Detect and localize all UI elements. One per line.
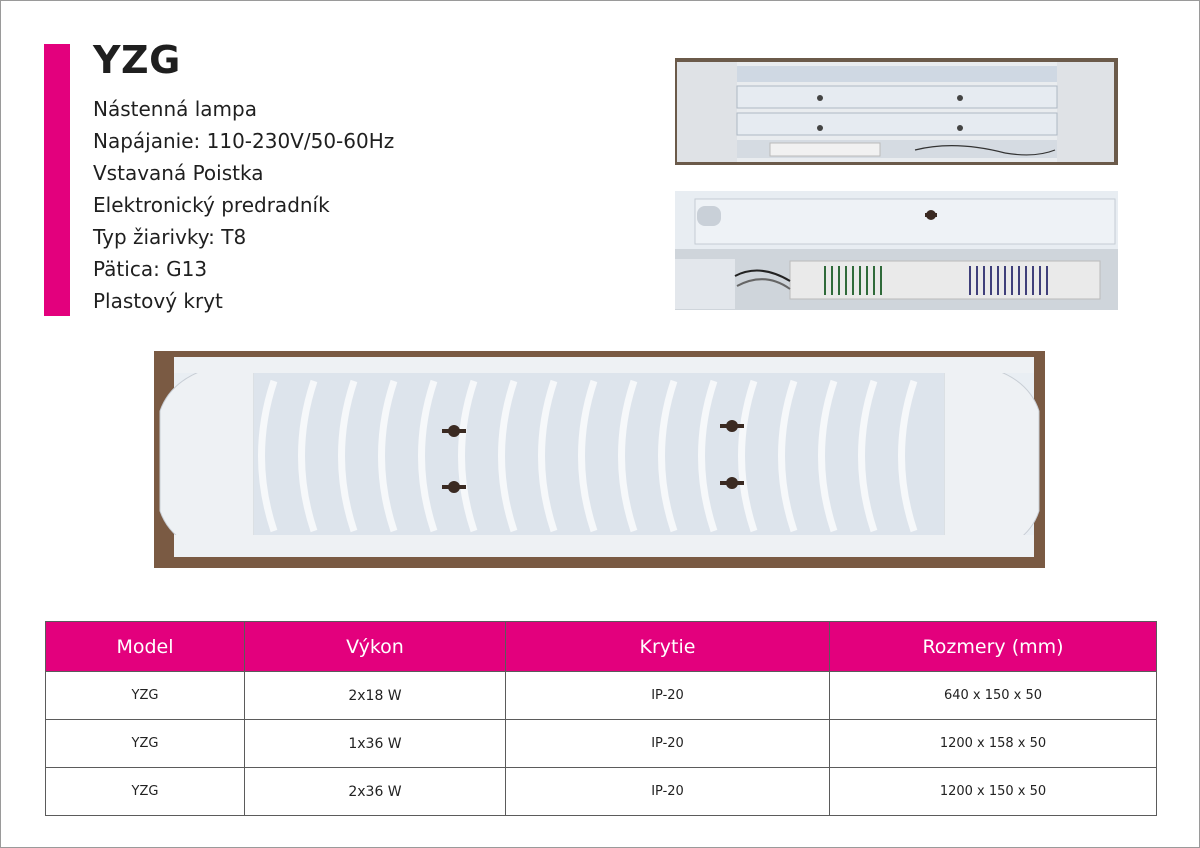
cell-vykon: 2x18 W: [245, 672, 506, 720]
cell-model: YZG: [46, 720, 245, 768]
lamp-interior-photo: [675, 58, 1118, 165]
table-row: [46, 720, 1157, 768]
lamp-cover-photo: [154, 351, 1045, 568]
header-krytie: Krytie: [506, 622, 830, 672]
spec-item: Plastový kryt: [93, 289, 223, 313]
table-row: [46, 768, 1157, 816]
cell-vykon: 2x36 W: [245, 768, 506, 816]
spec-item: Elektronický predradník: [93, 193, 330, 217]
cell-rozmery: 1200 x 150 x 50: [830, 768, 1157, 816]
cell-rozmery: 1200 x 158 x 50: [830, 720, 1157, 768]
spec-table: [45, 621, 1157, 816]
spec-item: Nástenná lampa: [93, 97, 257, 121]
cell-krytie: IP-20: [506, 672, 830, 720]
spec-item: Napájanie: 110-230V/50-60Hz: [93, 129, 395, 153]
spec-list: [93, 96, 394, 320]
cell-krytie: IP-20: [506, 720, 830, 768]
cell-rozmery: 640 x 150 x 50: [830, 672, 1157, 720]
table-row: [46, 672, 1157, 720]
table-header-row: [46, 622, 1157, 672]
spec-item: Vstavaná Poistka: [93, 161, 264, 185]
ballast-photo: [675, 191, 1118, 310]
cell-model: YZG: [46, 672, 245, 720]
cell-model: YZG: [46, 768, 245, 816]
spec-item: Pätica: G13: [93, 257, 208, 281]
header-rozmery: Rozmery (mm): [830, 622, 1157, 672]
product-title: YZG: [93, 38, 181, 82]
header-model: Model: [46, 622, 245, 672]
header-vykon: Výkon: [245, 622, 506, 672]
spec-item: Typ žiarivky: T8: [93, 225, 247, 249]
accent-bar: [44, 44, 70, 316]
cell-vykon: 1x36 W: [245, 720, 506, 768]
cell-krytie: IP-20: [506, 768, 830, 816]
